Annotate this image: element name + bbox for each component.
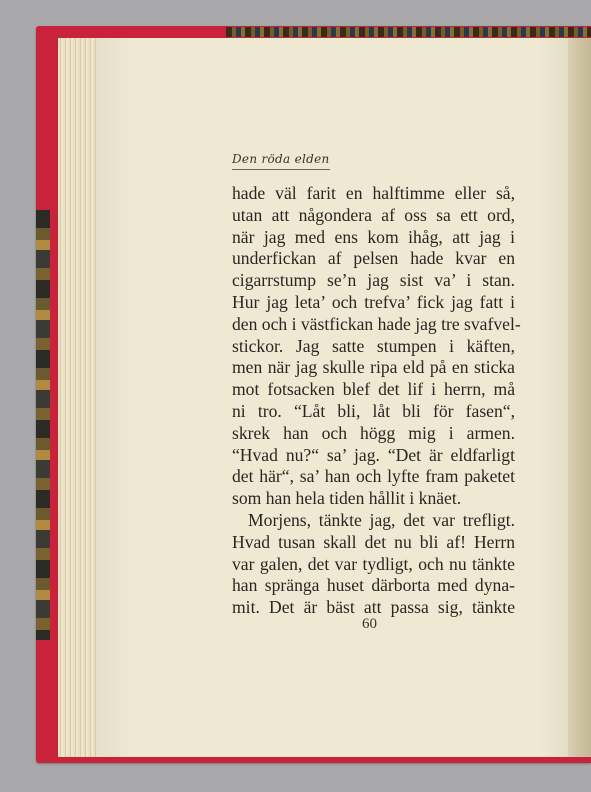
text-line: det här“, sa’ han och lyfte fram paketet xyxy=(232,466,515,487)
text-line: Morjens, tänkte jag, det var trefligt. xyxy=(248,509,515,530)
text-line: när jag med ens kom ihåg, att jag i xyxy=(232,226,515,247)
marbled-endpaper-top xyxy=(226,27,591,37)
text-line: ni tro. “Låt bli, låt bli för fasen“, xyxy=(232,400,515,421)
text-line: underfickan af pelsen hade kvar en xyxy=(232,248,515,269)
text-line: Hur jag leta’ och trefva’ fick jag fatt i xyxy=(232,291,515,312)
text-line: skrek han och högg mig i armen. xyxy=(232,422,515,443)
text-line: mit. Det är bäst att passa sig, tänkte xyxy=(232,597,515,618)
text-line: utan att någondera af oss sa ett ord, xyxy=(232,204,515,225)
facing-page-edge xyxy=(568,38,591,757)
marbled-endpaper-left xyxy=(36,210,50,640)
running-head: Den röda elden xyxy=(232,152,330,166)
text-line: hade väl farit en halftimme eller så, xyxy=(232,183,515,203)
text-line: cigarrstump se’n jag sist va’ i stan. xyxy=(232,270,515,291)
text-line: stickor. Jag satte stumpen i käften, xyxy=(232,335,515,356)
text-line: men när jag skulle ripa eld på en sticka xyxy=(232,357,515,378)
text-line: som han hela tiden hållit i knäet. xyxy=(232,488,462,509)
running-head-rule xyxy=(232,169,330,170)
page-number: 60 xyxy=(362,616,377,632)
text-line: han spränga huset därborta med dyna- xyxy=(232,575,515,596)
text-line: “Hvad nu?“ sa’ jag. “Det är eldfarligt xyxy=(232,444,515,465)
text-line: den och i västfickan hade jag tre svafvel- xyxy=(232,313,521,334)
text-line: Hvad tusan skall det nu bli af! Herrn xyxy=(232,531,515,552)
page-edges xyxy=(58,38,100,757)
body-text xyxy=(232,183,521,619)
text-line: var galen, det var tydligt, och nu tänkte xyxy=(232,553,515,574)
text-line: mot fotsacken blef det lif i herrn, må xyxy=(232,379,515,400)
